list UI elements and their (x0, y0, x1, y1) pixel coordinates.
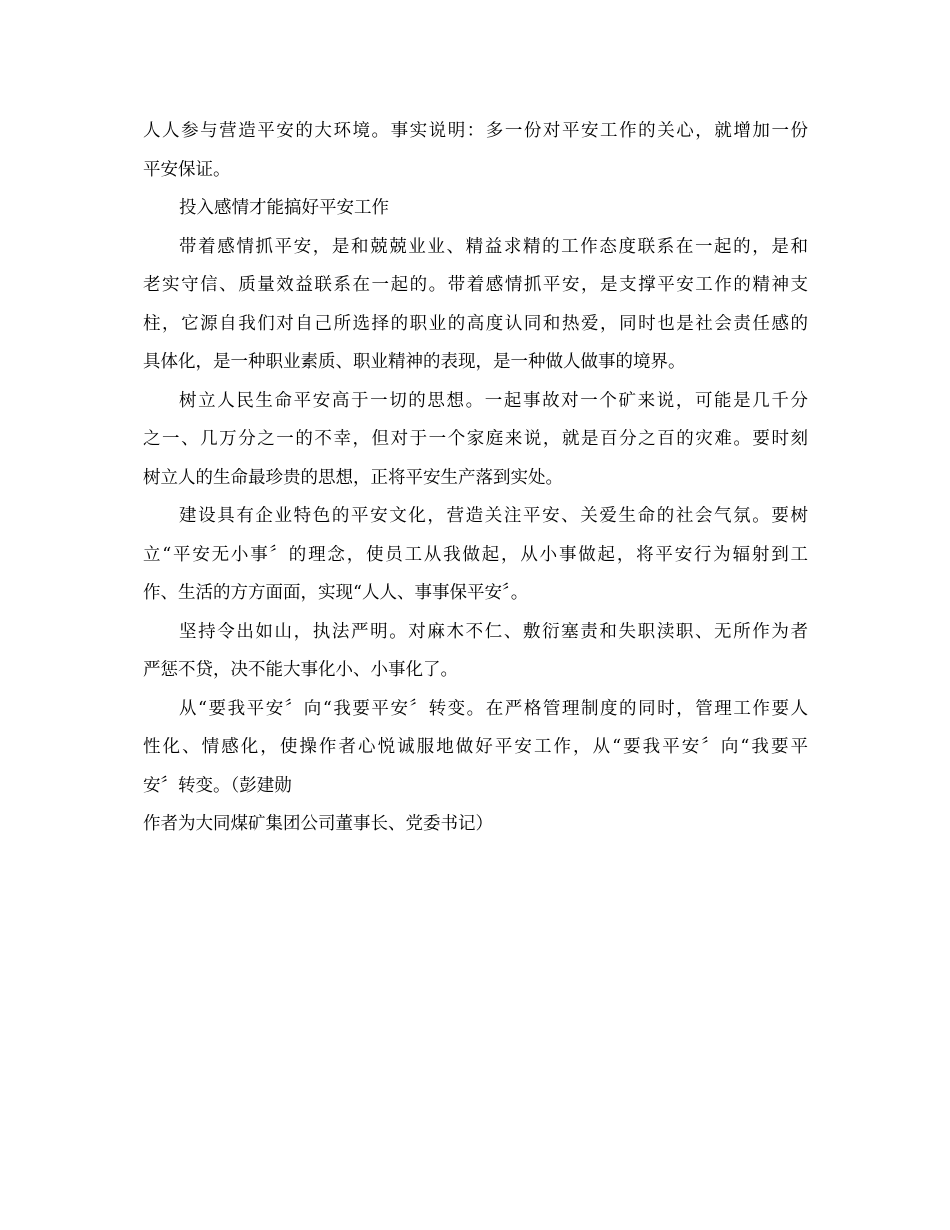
text-line: 人人参与营造平安的大环境。事实说明：多一份对平安工作的关心，就增加一份 (143, 121, 808, 141)
paragraph-6 (143, 690, 808, 806)
paragraph-1 (143, 112, 808, 189)
text-line: 老实守信、质量效益联系在一起的。带着感情抓平安，是支撑平安工作的精神支 (143, 275, 808, 295)
text-line: 坚持令出如山，执法严明。对麻木不仁、敷衍塞责和失职渎职、无所作为者 (179, 621, 808, 642)
paragraph-4 (143, 497, 808, 613)
byline-text: 作者为大同煤矿集团公司董事长、党委书记） (143, 814, 493, 834)
text-line: 树立人民生命平安高于一切的思想。一起事故对一个矿来说，可能是几千分 (179, 390, 808, 411)
paragraph-2 (143, 228, 808, 382)
text-line: 柱，它源自我们对自己所选择的职业的高度认同和热爱，同时也是社会责任感的 (143, 313, 808, 334)
byline (143, 805, 808, 844)
section-heading (143, 189, 808, 228)
document-body (143, 112, 808, 844)
text-line: 立“平安无小事〞的理念，使员工从我做起，从小事做起，将平安行为辐射到工 (143, 544, 808, 565)
text-line: 之一、几万分之一的不幸，但对于一个家庭来说，就是百分之百的灾难。要时刻 (143, 429, 808, 449)
paragraph-3 (143, 382, 808, 498)
text-line: 平安保证。 (143, 159, 231, 180)
text-line: 严惩不贷，决不能大事化小、小事化了。 (143, 660, 458, 680)
text-line: 性化、情感化，使操作者心悦诚服地做好平安工作，从“要我平安〞向“我要平 (143, 737, 808, 757)
text-line: 作、生活的方方面面，实现“人人、事事保平安〞。 (143, 583, 529, 603)
text-line: 具体化，是一种职业素质、职业精神的表现，是一种做人做事的境界。 (143, 352, 686, 372)
text-line: 从“要我平安〞向“我要平安〞转变。在严格管理制度的同时，管理工作要人 (179, 698, 808, 719)
paragraph-5 (143, 613, 808, 690)
text-line: 树立人的生命最珍贵的思想，正将平安生产落到实处。 (143, 467, 563, 488)
text-line: 安〞转变。（彭建勋 (143, 775, 292, 796)
text-line: 建设具有企业特色的平安文化，营造关注平安、关爱生命的社会气氛。要树 (179, 506, 808, 526)
text-line: 带着感情抓平安，是和兢兢业业、精益求精的工作态度联系在一起的，是和 (179, 236, 808, 257)
heading-text: 投入感情才能搞好平安工作 (179, 198, 389, 218)
